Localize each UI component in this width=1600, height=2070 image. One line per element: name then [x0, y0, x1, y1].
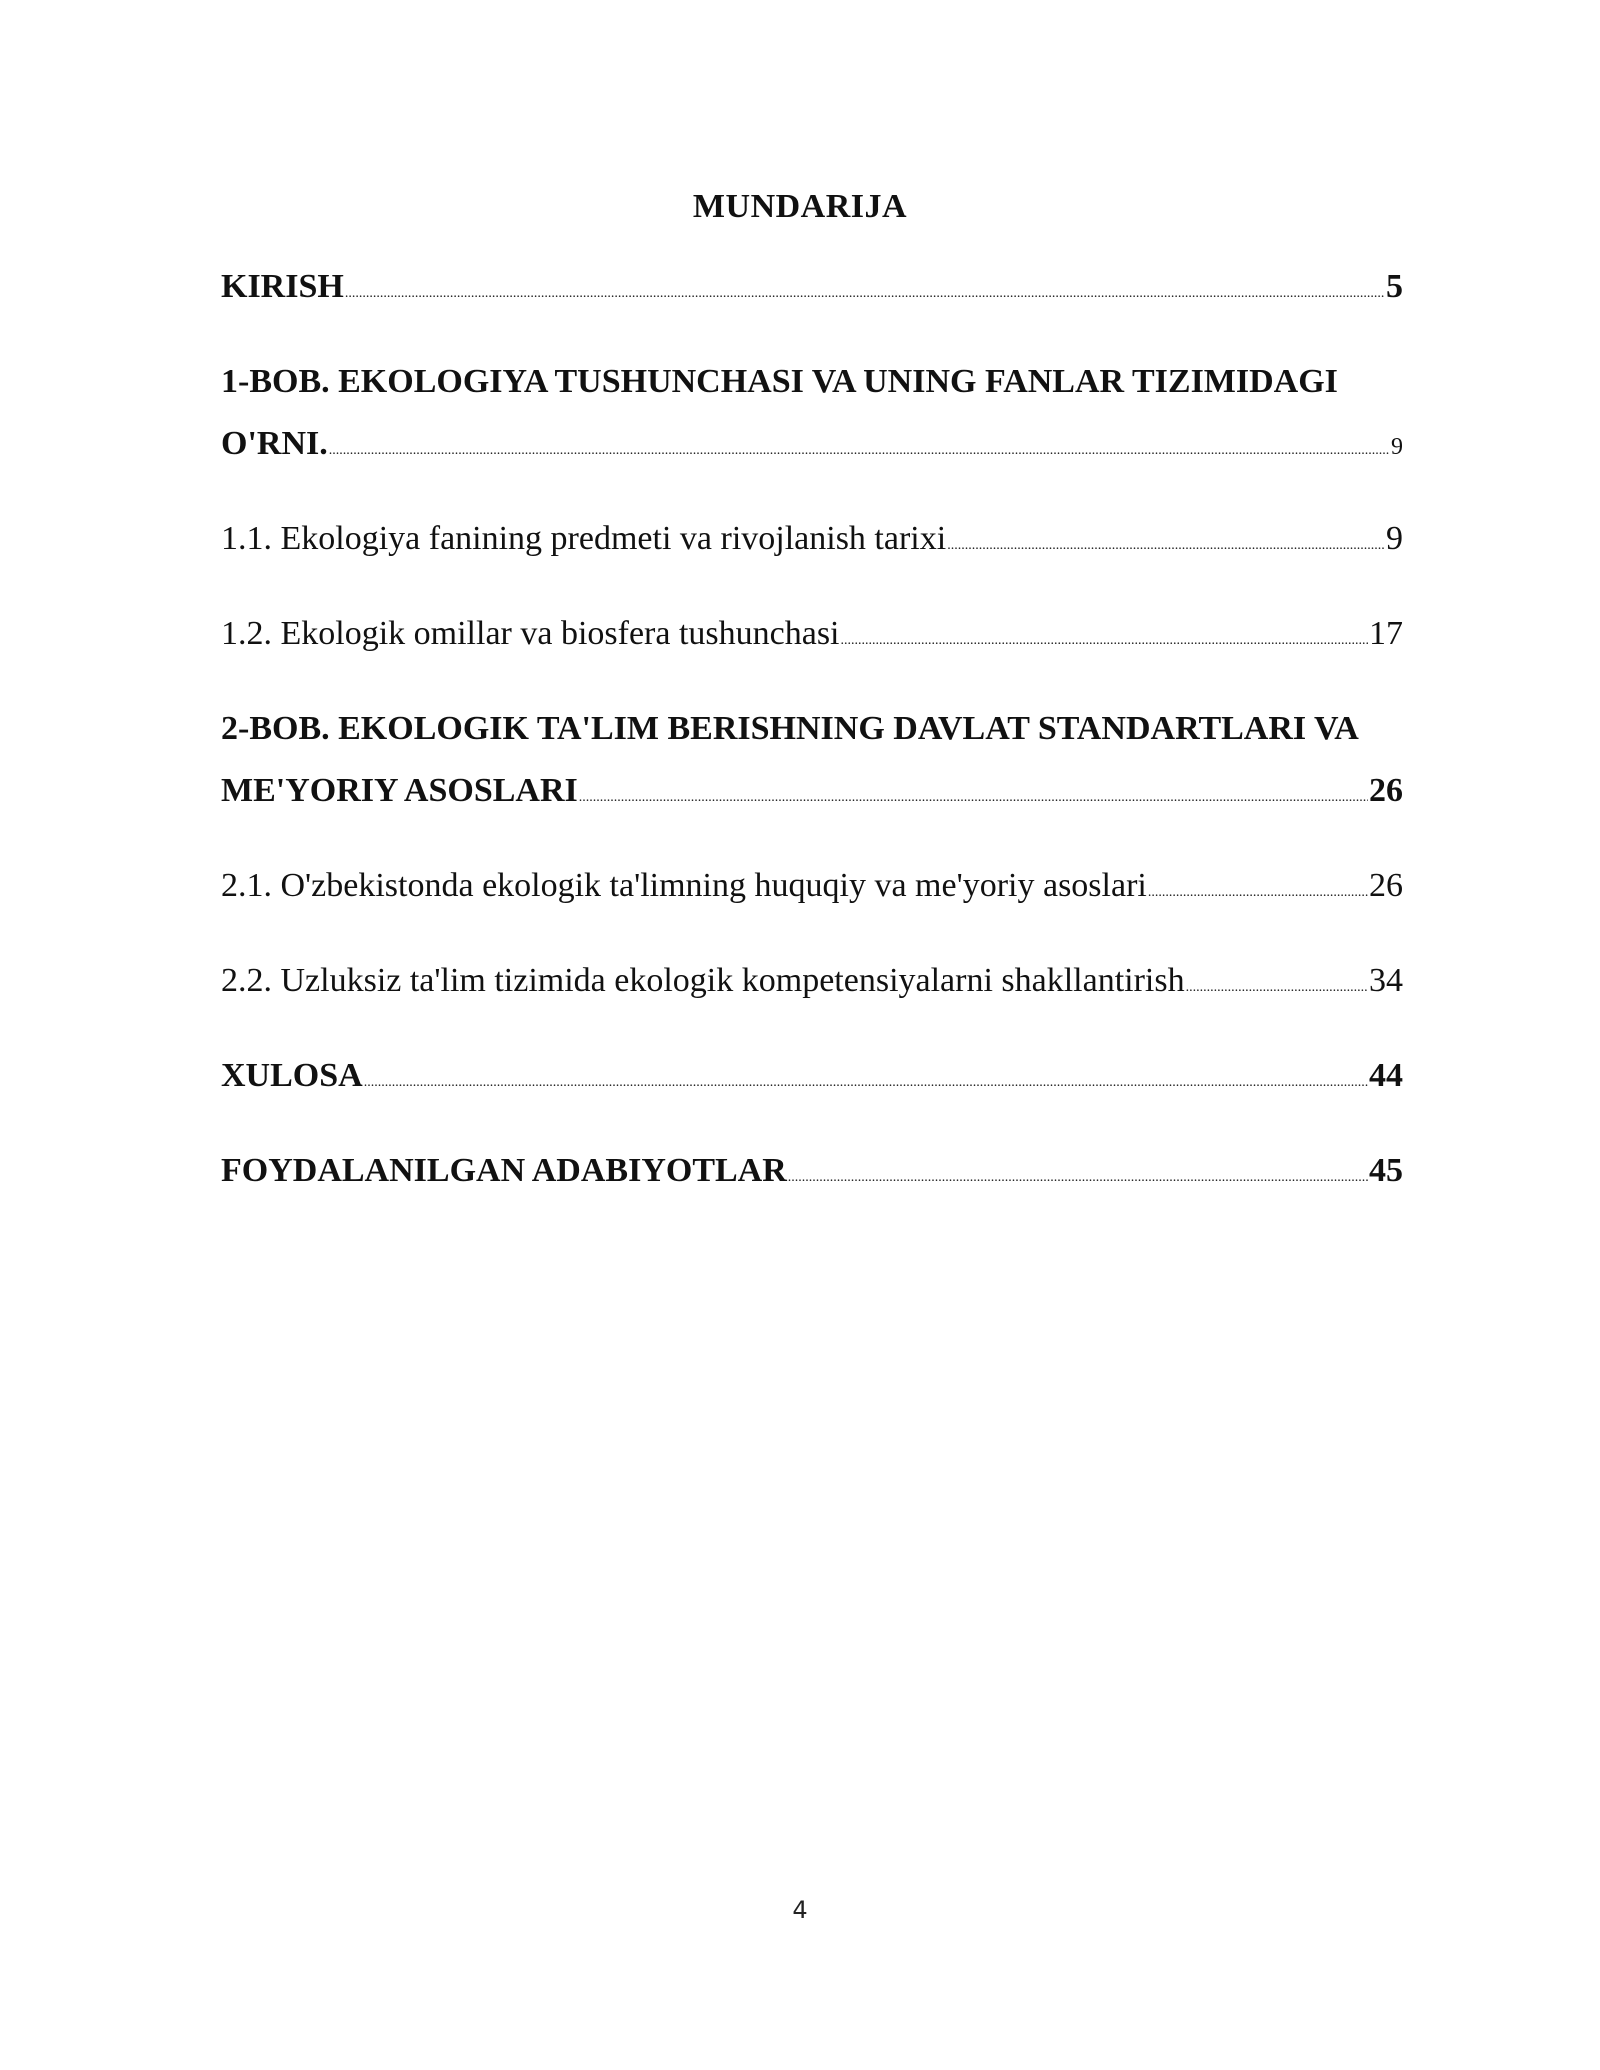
- toc-entry-text-line1: 1-BOB. EKOLOGIYA TUSHUNCHASI VA UNING FANLAR TIZIMIDAGI: [221, 363, 1338, 400]
- toc-entry-references: [221, 1140, 1403, 1209]
- toc-entry-page: 17: [1369, 615, 1403, 652]
- toc-entry-kirish: [221, 256, 1403, 325]
- toc-entry-page: 26: [1369, 867, 1403, 904]
- dot-leader: [841, 610, 1369, 672]
- toc-entry-chapter-1: [221, 351, 1403, 482]
- dot-leader: [1148, 862, 1368, 924]
- toc-entry-text: 1.2. Ekologik omillar va biosfera tushunchasi: [221, 615, 840, 652]
- dot-leader: [788, 1147, 1368, 1209]
- toc-entry-section-2-1: [221, 855, 1403, 924]
- toc-entry-page: 45: [1369, 1152, 1403, 1189]
- toc-entry-page: 26: [1369, 772, 1403, 809]
- toc-entry-page: 9: [1391, 434, 1403, 460]
- toc-entry-section-1-1: [221, 508, 1403, 577]
- dot-leader: [364, 1052, 1368, 1114]
- toc-entry-text: 1.1. Ekologiya fanining predmeti va rivojlanish tarixi: [221, 520, 947, 557]
- toc-entry-text-line1: 2-BOB. EKOLOGIK TA'LIM BERISHNING DAVLAT STANDARTLARI VA: [221, 710, 1359, 747]
- toc-entry-text-line2: O'RNI.: [221, 425, 328, 462]
- toc-entry-chapter-2: [221, 698, 1403, 829]
- dot-leader: [947, 515, 1385, 577]
- toc-entry-section-1-2: [221, 603, 1403, 672]
- dot-leader: [329, 420, 1390, 482]
- dot-leader: [1186, 957, 1368, 1019]
- dot-leader: [579, 767, 1368, 829]
- toc-entry-page: 44: [1369, 1057, 1403, 1094]
- toc-entry-xulosa: [221, 1045, 1403, 1114]
- toc-entry-section-2-2: [221, 950, 1403, 1019]
- dot-leader: [345, 263, 1385, 325]
- toc-entry-page: 34: [1369, 962, 1403, 999]
- toc-title: MUNDARIJA: [692, 188, 908, 225]
- toc-entry-text-line2: ME'YORIY ASOSLARI: [221, 772, 578, 809]
- toc-entry-text: XULOSA: [221, 1057, 363, 1094]
- toc-entry-text: FOYDALANILGAN ADABIYOTLAR: [221, 1152, 787, 1189]
- toc-entry-text: 2.1. O'zbekistonda ekologik ta'limning huquqiy va me'yoriy asoslari: [221, 867, 1147, 904]
- toc-entry-page: 5: [1386, 268, 1403, 305]
- toc-entry-text: KIRISH: [221, 268, 344, 305]
- toc-entry-text: 2.2. Uzluksiz ta'lim tizimida ekologik kompetensiyalarni shakllantirish: [221, 962, 1185, 999]
- toc-entry-page: 9: [1386, 520, 1403, 557]
- page-number: 4: [792, 1896, 808, 1924]
- table-of-contents: [221, 256, 1403, 1209]
